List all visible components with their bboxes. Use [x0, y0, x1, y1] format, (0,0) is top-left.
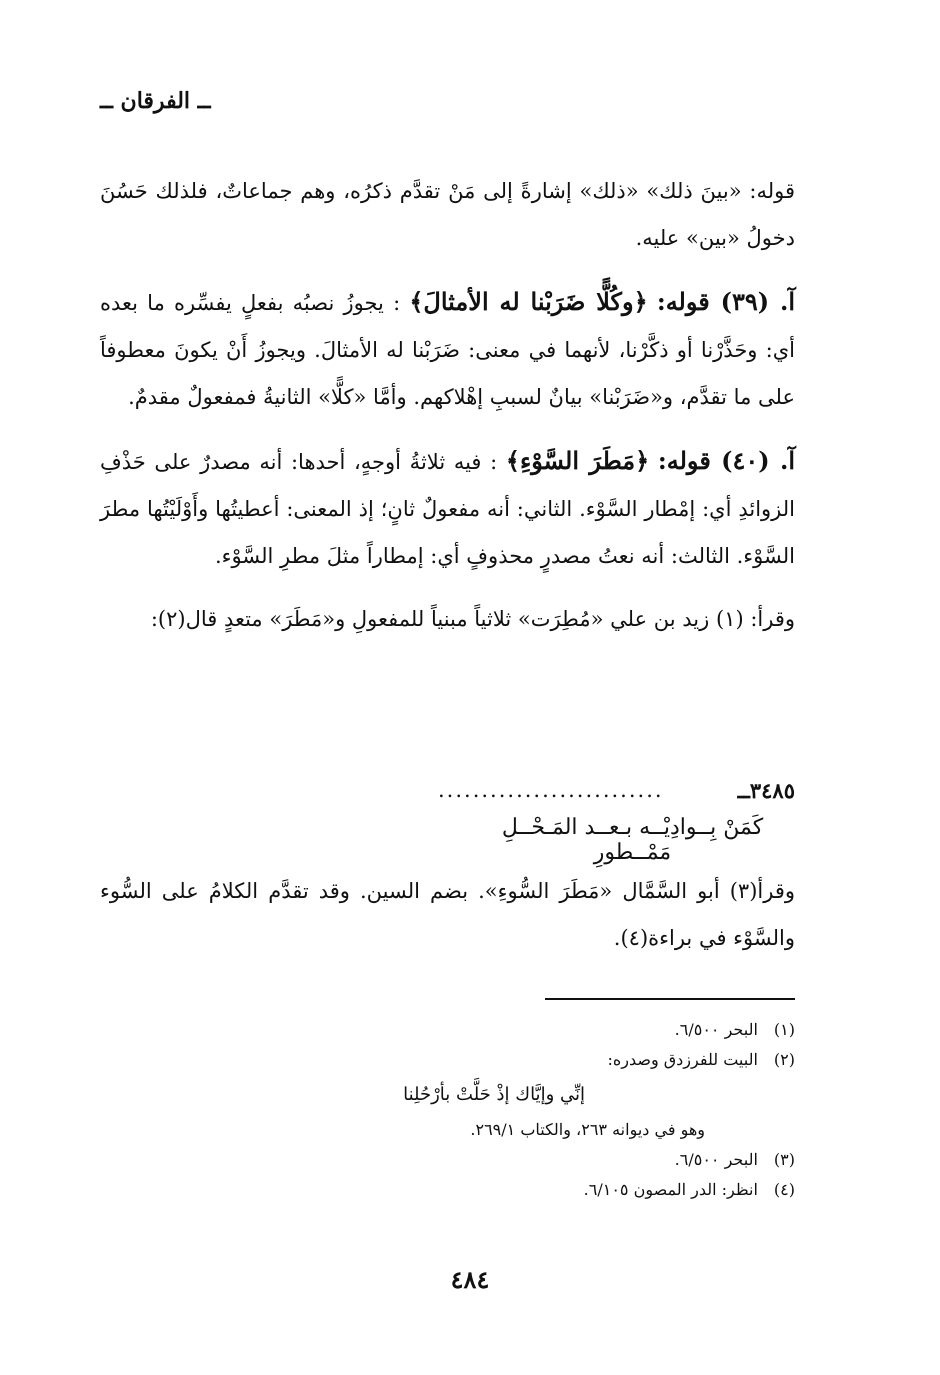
- verse-dots: ..........................: [438, 778, 664, 802]
- verse-line: كَمَنْ بِــوادِيْــه بـعــد المَـحْــلِ مَمْــطورِ: [501, 815, 764, 865]
- footnote-3-number: (٣): [773, 1150, 795, 1169]
- footnote-1: [100, 1015, 795, 1045]
- footnotes: [100, 1015, 795, 1205]
- running-header: [0, 88, 940, 128]
- paragraph-2-lead: آ. (٣٩) قوله:: [656, 287, 795, 316]
- paragraph-2-quran: ﴿وكُلًّا ضَرَبْنا له الأمثالَ﴾: [409, 287, 648, 316]
- paragraph-1: قوله: «بينَ ذلك» «ذلك» إشارةً إلى مَنْ تقدَّم ذكرُه، وهم جماعاتٌ، فلذلك حَسُنَ دخولُ «بين» عليه.: [100, 179, 795, 250]
- paragraph-3-quran: ﴿مَطَرَ السَّوْءِ﴾: [505, 446, 650, 475]
- footnote-3: [100, 1145, 795, 1175]
- footnote-1-number: (١): [773, 1020, 795, 1039]
- main-text: [100, 168, 795, 659]
- footnote-2: [100, 1045, 795, 1075]
- footnote-divider: [545, 998, 795, 1000]
- verse-number: ٣٤٨٥ــ: [737, 778, 795, 803]
- header-title: ــ الفرقان ــ: [100, 88, 211, 114]
- footnote-1-text: البحر ٦/٥٠٠.: [674, 1020, 758, 1039]
- paragraph-2: [100, 278, 795, 421]
- page-number: ٤٨٤: [450, 1265, 490, 1294]
- paragraph-3: [100, 437, 795, 580]
- footnote-2-number: (٢): [773, 1050, 795, 1069]
- paragraph-4: وقرأ: (١) زيد بن علي «مُطِرَت» ثلاثياً مبنياً للمفعولِ و«مَطَرَ» متعدٍ قال(٢):: [150, 607, 795, 631]
- footnote-2-text: البيت للفرزدق وصدره:: [607, 1050, 758, 1069]
- footnote-4-number: (٤): [773, 1180, 795, 1199]
- paragraph-5: وقرأ(٣) أبو السَّمَّال «مَطَرَ السُّوءِ». بضم السين. وقد تقدَّم الكلامُ على السُّوء والسَّوْء في براءة(٤).: [100, 879, 795, 950]
- paragraph-3-lead: آ. (٤٠) قوله:: [657, 446, 795, 475]
- paragraph-3-rest: : فيه ثلاثةُ أوجهٍ، أحدها: أنه مصدرٌ على حَذْفِ الزوائدِ أي: إمْطار السَّوْء. الثاني: أنه مفعولٌ ثانٍ؛ إذ المعنى: أعطيتُها وأَوْلَيْتُها مطرَ السَّوْء. الثالث: أنه نعتُ مصدرٍ محذوفٍ أي: إمطاراً مثلَ مطرِ السَّوْء.: [100, 450, 795, 568]
- footnote-2-extra: وهو في ديوانه ٢٦٣، والكتاب ٢٦٩/١.: [470, 1120, 705, 1139]
- footnote-3-text: البحر ٦/٥٠٠.: [674, 1150, 758, 1169]
- footnote-4-text: انظر: الدر المصون ٦/١٠٥.: [583, 1180, 758, 1199]
- paragraph-2-rest: : يجوزُ نصبُه بفعلٍ يفسِّره ما بعده أي: وحَذَّرْنا أو ذكَّرْنا، لأنهما في معنى: ضَرَبْنا له الأمثالَ. ويجوزُ أَنْ يكونَ معطوفاً على ما تقدَّم، و«ضَرَبْنا» بيانٌ لسببِ إهْلاكهم. وأمَّا «كلًّا» الثانيةُ فمفعولٌ مقدمٌ.: [100, 291, 795, 409]
- footnote-2-verse: إنِّي وإيَّاك إذْ حَلَّتْ بأرْحُلِنا: [403, 1084, 585, 1105]
- footnote-4: [100, 1175, 795, 1205]
